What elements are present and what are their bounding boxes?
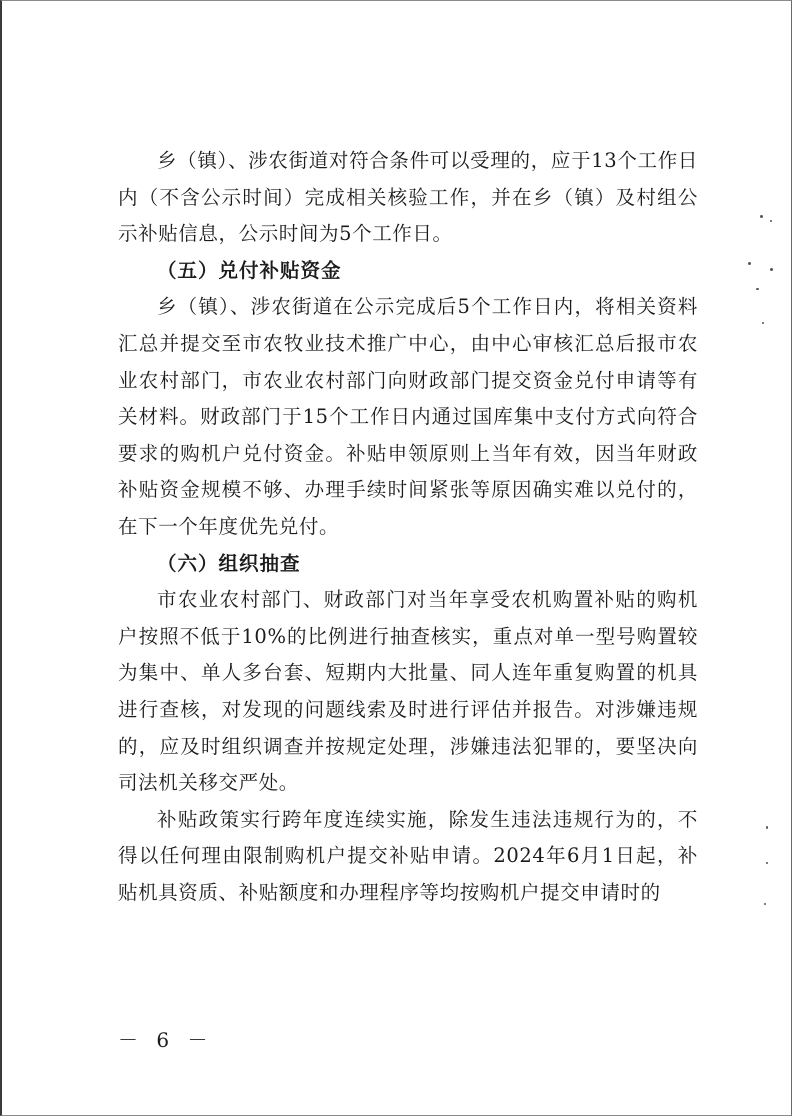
scan-speck — [770, 220, 772, 222]
paragraph-inspection: 市农业农村部门、财政部门对当年享受农机购置补贴的购机户按照不低于10%的比例进行抽查核实，重点对单一型号购置较为集中、单人多台套、短期内大批量、同人连年重复购置的机具进行查核，对发现的问题线索及时进行评估并报告。对涉嫌违规的，应及时组织调查并按规定处理，涉嫌违法犯罪的，要坚决向司法机关移交严处。 — [118, 588, 698, 795]
scan-speck — [748, 262, 751, 265]
scan-speck — [766, 826, 768, 829]
page-number: － 6 － — [118, 1028, 214, 1052]
document-body — [118, 143, 698, 911]
paragraph-payment: 乡（镇）、涉农街道在公示完成后5个工作日内，将相关资料汇总并提交至市农牧业技术推广中心，由中心审核汇总后报市农业农村部门，市农业农村部门向财政部门提交资金兑付申请等有关材料。财政部门于15个工作日内通过国库集中支付方式向符合要求的购机户兑付资金。补贴申领原则上当年有效，因当年财政补贴资金规模不够、办理手续时间紧张等原因确实难以兑付的，在下一个年度优先兑付。 — [118, 295, 698, 538]
paragraph-policy: 补贴政策实行跨年度连续实施，除发生违法违规行为的，不得以任何理由限制购机户提交补贴申请。2024年6月1日起，补贴机具资质、补贴额度和办理程序等均按购机户提交申请时的 — [118, 807, 698, 904]
paragraph-verification: 乡（镇）、涉农街道对符合条件可以受理的，应于13个工作日内（不含公示时间）完成相关核验工作，并在乡（镇）及村组公示补贴信息，公示时间为5个工作日。 — [118, 149, 698, 246]
scan-speck — [770, 268, 773, 271]
scan-speck — [764, 903, 766, 905]
scan-speck — [766, 862, 768, 864]
scan-speck — [756, 288, 759, 290]
section-heading-payment: （五）兑付补贴资金 — [157, 258, 342, 282]
scan-speck — [760, 215, 763, 218]
section-heading-inspection: （六）组织抽查 — [157, 551, 301, 575]
scan-speck — [762, 322, 764, 324]
